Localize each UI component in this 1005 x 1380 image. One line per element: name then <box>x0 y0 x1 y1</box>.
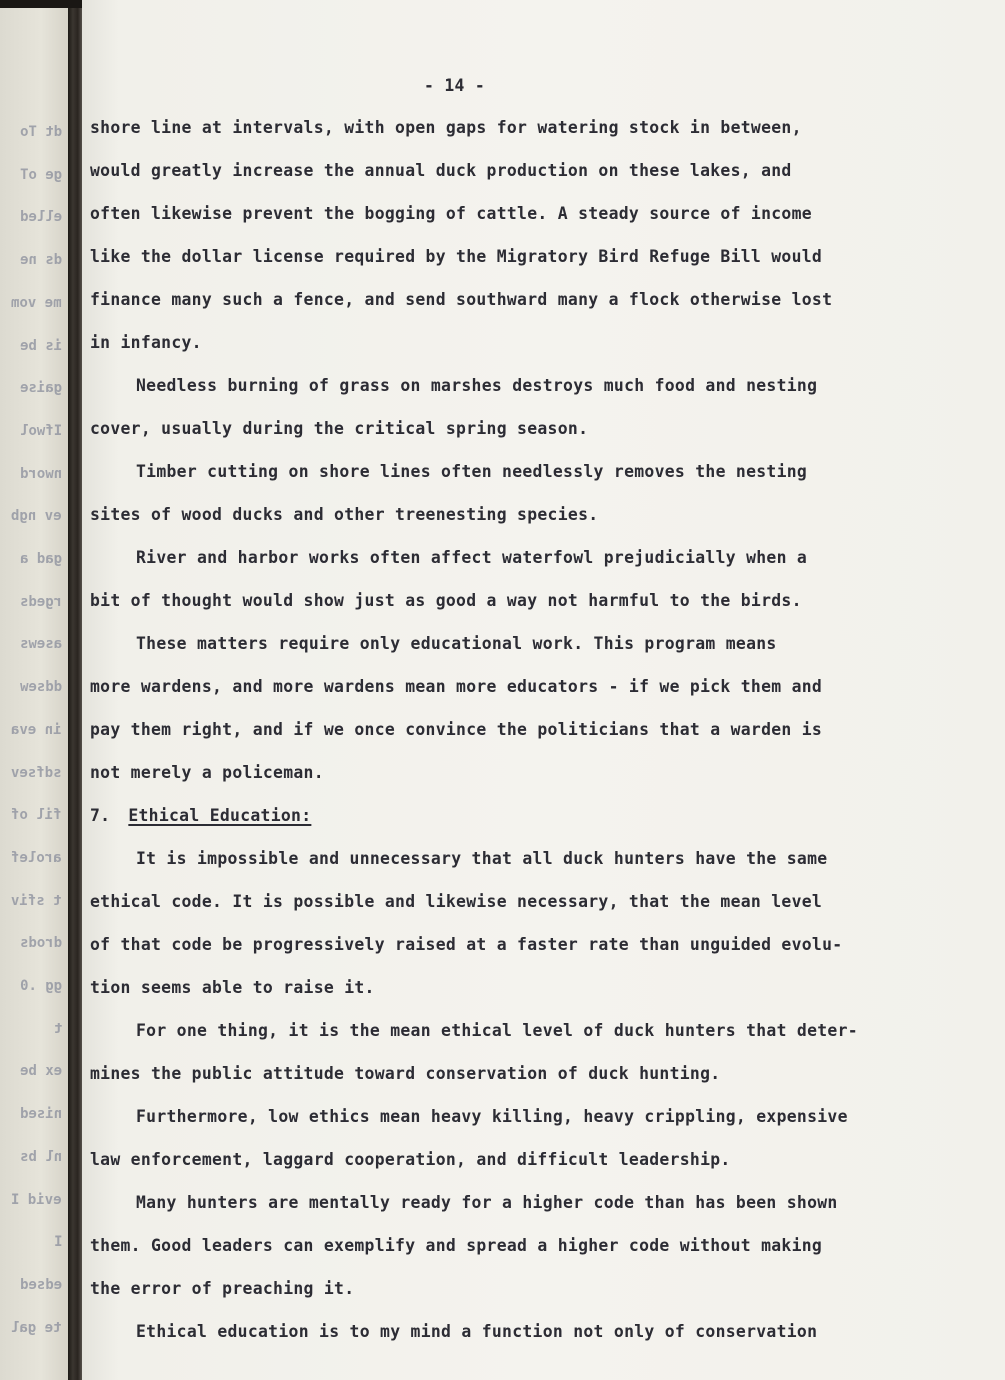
text-line: It is impossible and unnecessary that all duck hunters have the same <box>136 849 828 868</box>
text-line: Many hunters are mentally ready for a higher code than has been shown <box>136 1193 838 1212</box>
bleed-through-fragment: gg .0 <box>19 978 62 994</box>
bleed-through-fragment: drods <box>19 935 62 952</box>
bleed-through-fragment: nword <box>19 465 62 482</box>
bleed-through-fragment: nised <box>19 1106 62 1123</box>
bleed-through-fragment: is be <box>19 337 62 354</box>
bleed-through-fragment: ge oT <box>19 166 62 183</box>
text-line: in infancy. <box>90 333 202 352</box>
text-line: Timber cutting on shore lines often needlessly removes the nesting <box>136 462 808 481</box>
text-line: pay them right, and if we once convince the politicians that a warden is <box>90 720 823 739</box>
bleed-through-fragment: t sfiv <box>11 892 62 909</box>
bleed-through-fragment: evid I <box>11 1191 62 1208</box>
text-line: Furthermore, low ethics mean heavy killing, heavy crippling, expensive <box>136 1107 848 1126</box>
bleed-through-fragment: rgeds <box>19 593 62 610</box>
typed-page <box>82 0 1005 1380</box>
bleed-through-fragment: arolef <box>11 849 62 866</box>
previous-page-edge <box>0 0 68 1380</box>
bleed-through-fragment: I <box>53 1234 62 1251</box>
bleed-through-fragment: ex be <box>19 1063 62 1080</box>
text-line: finance many such a fence, and send southward many a flock otherwise lost <box>90 290 833 309</box>
bleed-through-fragment: gaise <box>19 380 62 397</box>
bleed-through-fragment: in eva <box>11 721 62 738</box>
text-line: These matters require only educational work. This program means <box>136 634 777 653</box>
bleed-through-fragment: ds ne <box>19 252 62 269</box>
bleed-through-fragment: gad a <box>19 551 62 567</box>
bleed-through-fragment: te gal <box>11 1319 62 1336</box>
text-line: like the dollar license required by the Migratory Bird Refuge Bill would <box>90 247 823 266</box>
bleed-through-fragment: ev ngb <box>11 508 62 525</box>
text-line: law enforcement, laggard cooperation, and difficult leadership. <box>90 1150 731 1169</box>
text-line: more wardens, and more wardens mean more educators - if we pick them and <box>90 677 823 696</box>
text-line: the error of preaching it. <box>90 1279 355 1298</box>
section-title: Ethical Education: <box>128 806 312 825</box>
text-line: River and harbor works often affect waterfowl prejudicially when a <box>136 548 808 567</box>
text-line: bit of thought would show just as good a way not harmful to the birds. <box>90 591 802 610</box>
text-line: Needless burning of grass on marshes destroys much food and nesting <box>136 376 818 395</box>
bleed-through-fragment: asews <box>19 636 62 653</box>
text-line: of that code be progressively raised at a faster rate than unguided evolu- <box>90 935 843 954</box>
text-line: cover, usually during the critical spring season. <box>90 419 589 438</box>
bleed-through-fragment: nl bs <box>19 1148 62 1165</box>
text-line: sites of wood ducks and other treenesting species. <box>90 505 599 524</box>
text-line: often likewise prevent the bogging of cattle. A steady source of income <box>90 204 812 223</box>
text-line: shore line at intervals, with open gaps for watering stock in between, <box>90 118 802 137</box>
text-line: not merely a policeman. <box>90 763 324 782</box>
page-number: - 14 - <box>424 76 486 95</box>
text-line: would greatly increase the annual duck production on these lakes, and <box>90 161 792 180</box>
bleed-through-fragment: me vom <box>11 294 62 311</box>
bleed-through-fragment: t <box>53 1020 62 1037</box>
bleed-through-fragment: ddsew <box>19 679 62 696</box>
bleed-through-fragment: sdfsev <box>11 764 62 781</box>
bleed-through-fragment: fil of <box>11 807 62 824</box>
text-line: For one thing, it is the mean ethical level of duck hunters that deter- <box>136 1021 858 1040</box>
text-line: tion seems able to raise it. <box>90 978 375 997</box>
binding-shadow <box>0 0 82 8</box>
text-line: ethical code. It is possible and likewise necessary, that the mean level <box>90 892 823 911</box>
bleed-through-fragment: Ifwol <box>19 422 62 439</box>
bleed-through-fragment: dt To <box>19 124 62 140</box>
section-number: 7. <box>90 806 111 825</box>
book-gutter <box>68 0 82 1380</box>
text-line: Ethical education is to my mind a function not only of conservation <box>136 1322 818 1341</box>
text-line: mines the public attitude toward conservation of duck hunting. <box>90 1064 721 1083</box>
bleed-through-fragment: edsed <box>19 1276 62 1293</box>
text-line: them. Good leaders can exemplify and spread a higher code without making <box>90 1236 823 1255</box>
bleed-through-fragment: elled <box>19 209 62 226</box>
section-heading <box>90 806 311 825</box>
